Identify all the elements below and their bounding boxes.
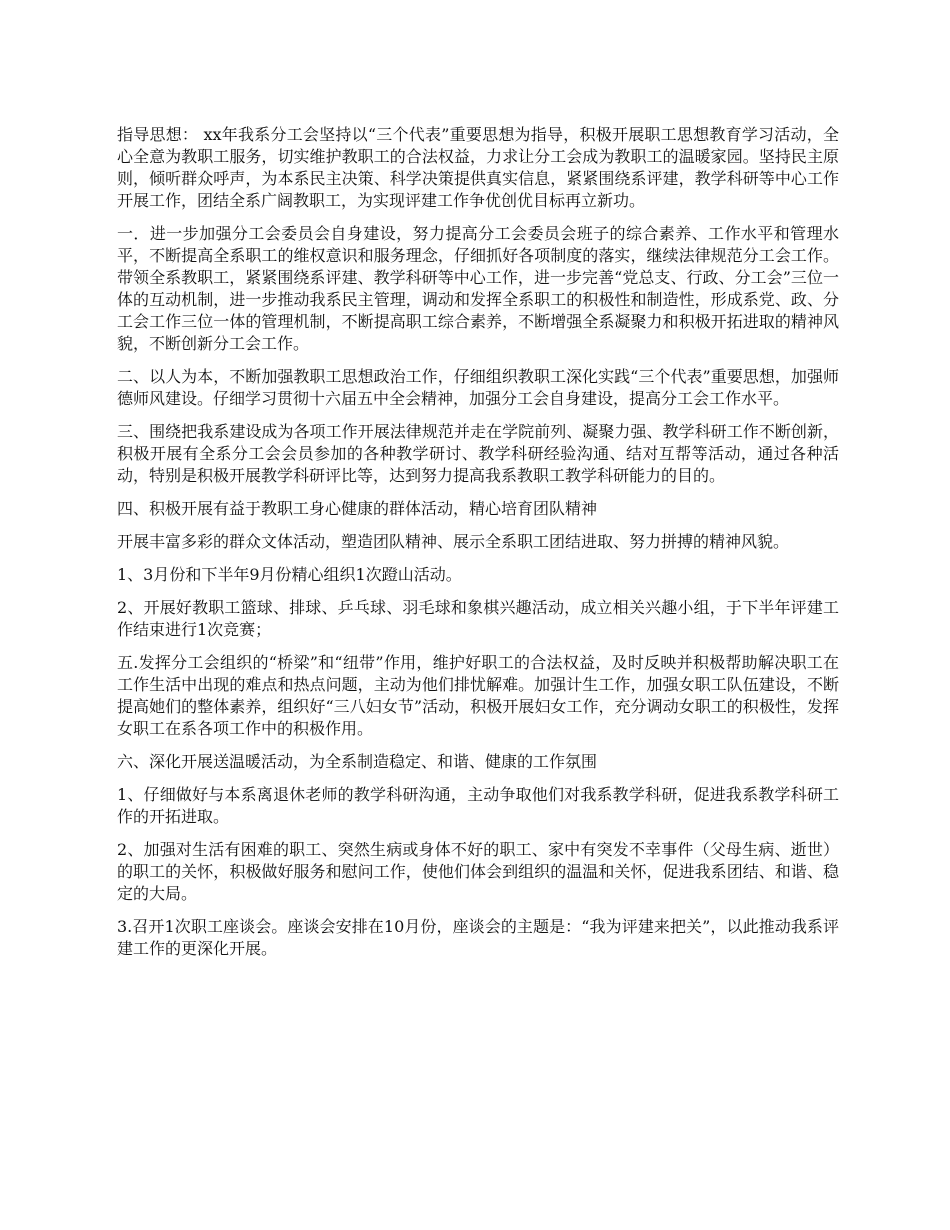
paragraph-section-5: 五.发挥分工会组织的“桥梁”和“纽带”作用，维护好职工的合法权益，及时反映并积极帮助解决职工在工作生活中出现的难点和热点问题，主动为他们排忧解难。加强计生工作，加强女职工队伍建设，不断提高她们的整体素养，组织好“三八妇女节”活动，积极开展妇女工作，充分调动女职工的积极性，发挥女职工在系各项工作中的积极作用。 [117, 653, 839, 738]
paragraph-section-4-item-2: 2、开展好教职工篮球、排球、乒乓球、羽毛球和象棋兴趣活动，成立相关兴趣小组，于下半年评建工作结束进行1次竞赛； [117, 598, 839, 639]
paragraph-section-3: 三、围绕把我系建设成为各项工作开展法律规范并走在学院前列、凝聚力强、教学科研工作不断创新，积极开展有全系分工会会员参加的各种教学研讨、教学科研经验沟通、结对互帮等活动，通过各种活动，特别是积极开展教学科研评比等，达到努力提高我系教职工教学科研能力的目的。 [117, 422, 839, 485]
paragraph-section-1: 一．进一步加强分工会委员会自身建设，努力提高分工会委员会班子的综合素养、工作水平和管理水平，不断提高全系职工的维权意识和服务理念，仔细抓好各项制度的落实，继续法律规范分工会工作。带领全系教职工，紧紧围绕系评建、教学科研等中心工作，进一步完善“党总支、行政、分工会”三位一体的互动机制，进一步推动我系民主管理，调动和发挥全系职工的积极性和制造性，形成系党、政、分工会工作三位一体的管理机制，不断提高职工综合素养，不断增强全系凝聚力和积极开拓进取的精神风貌，不断创新分工会工作。 [117, 224, 839, 353]
paragraph-section-2: 二、以人为本，不断加强教职工思想政治工作，仔细组织教职工深化实践“三个代表”重要思想，加强师德师风建设。仔细学习贯彻十六届五中全会精神，加强分工会自身建设，提高分工会工作水平。 [117, 367, 839, 408]
document-body [117, 124, 839, 971]
paragraph-section-6-item-1: 1、仔细做好与本系离退休老师的教学科研沟通，主动争取他们对我系教学科研，促进我系教学科研工作的开拓进取。 [117, 785, 839, 826]
paragraph-section-4-heading: 四、积极开展有益于教职工身心健康的群体活动，精心培育团队精神 [117, 499, 598, 518]
paragraph-section-6-heading: 六、深化开展送温暖活动，为全系制造稳定、和谐、健康的工作氛围 [117, 752, 598, 771]
paragraph-section-4-item-1: 1、3月份和下半年9月份精心组织1次蹬山活动。 [117, 565, 462, 584]
paragraph-section-6-item-3: 3.召开1次职工座谈会。座谈会安排在10月份，座谈会的主题是：“我为评建来把关”，以此推动我系评建工作的更深化开展。 [117, 917, 839, 958]
paragraph-guiding-thought: 指导思想： xx年我系分工会坚持以“三个代表”重要思想为指导，积极开展职工思想教育学习活动，全心全意为教职工服务，切实维护教职工的合法权益，力求让分工会成为教职工的温暖家园。坚持民主原则，倾听群众呼声，为本系民主决策、科学决策提供真实信息，紧紧围绕系评建，教学科研等中心工作开展工作，团结全系广阔教职工，为实现评建工作争优创优目标再立新功。 [117, 125, 839, 210]
paragraph-section-4-intro: 开展丰富多彩的群众文体活动，塑造团队精神、展示全系职工团结进取、努力拼搏的精神风貌。 [117, 532, 790, 551]
paragraph-section-6-item-2: 2、加强对生活有困难的职工、突然生病或身体不好的职工、家中有突发不幸事件（父母生病、逝世）的职工的关怀，积极做好服务和慰问工作，使他们体会到组织的温温和关怀，促进我系团结、和谐、稳定的大局。 [117, 840, 839, 903]
